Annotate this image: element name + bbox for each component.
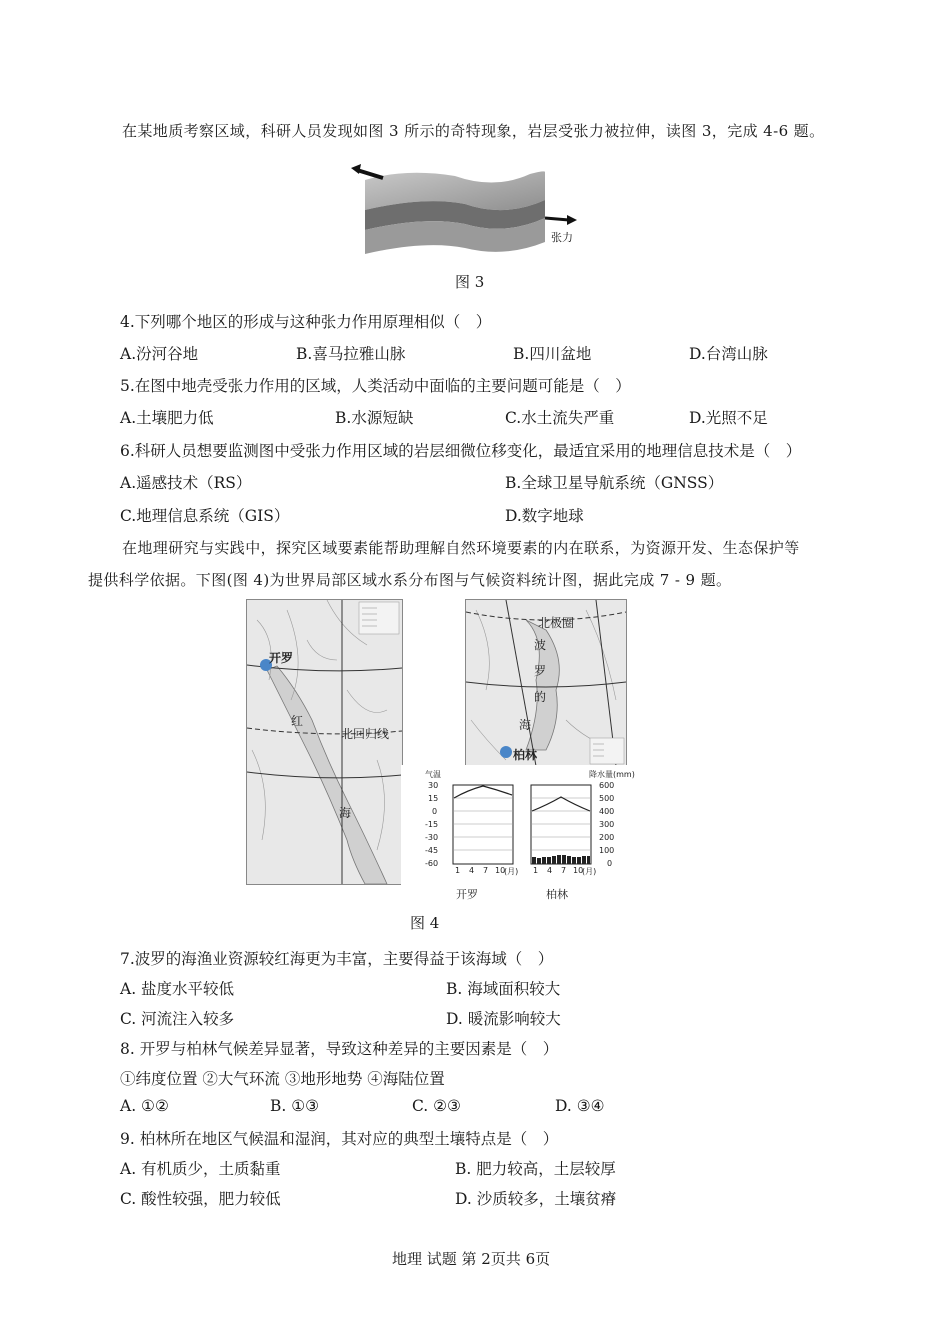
temp-tick: -30 [425, 833, 439, 842]
q9-option-a: A. 有机质少，土质黏重 [120, 1160, 281, 1178]
tension-label: 张力 [551, 231, 573, 244]
precip-tick: 600 [599, 781, 615, 790]
q8-option-d: D. ③④ [555, 1097, 605, 1115]
q8-option-a: A. ①② [120, 1097, 169, 1115]
question-7: 7.波罗的海渔业资源较红海更为丰富，主要得益于该海域（ ） [120, 950, 554, 968]
temp-tick: -45 [425, 846, 439, 855]
red-sea-char-2: 海 [339, 806, 352, 820]
question-8: 8. 开罗与柏林气候差异显著，导致这种差异的主要因素是（ ） [120, 1040, 559, 1058]
q5-option-b: B.水源短缺 [335, 409, 414, 427]
baltic-sea-char-1: 波 [534, 638, 547, 652]
figure-4 [246, 599, 635, 905]
intro-paragraph-2-line-1: 在地理研究与实践中，探究区域要素能帮助理解自然环境要素的内在联系，为资源开发、生态保护等 [122, 539, 800, 557]
arrow-left-icon [357, 170, 383, 178]
q8-option-b: B. ①③ [270, 1097, 320, 1115]
intro-paragraph-1: 在某地质考察区域，科研人员发现如图 3 所示的奇特现象，岩层受张力被拉伸，读图 3，完成 4-6 题。 [122, 122, 825, 140]
berlin-map-label: 柏林 [513, 748, 538, 762]
climate-charts [401, 765, 635, 905]
q7-option-c: C. 河流注入较多 [120, 1010, 235, 1028]
question-6: 6.科研人员想要监测图中受张力作用区域的岩层细微位移变化，最适宜采用的地理信息技术是（ ） [120, 442, 802, 460]
figure-3-block-diagram [345, 160, 605, 260]
month-tick: (月) [582, 867, 597, 876]
q5-option-d: D.光照不足 [689, 409, 768, 427]
precip-tick: 0 [607, 859, 613, 868]
question-5: 5.在图中地壳受张力作用的区域，人类活动中面临的主要问题可能是（ ） [120, 377, 631, 395]
page-footer: 地理 试题 第 2页共 6页 [392, 1250, 551, 1268]
temp-axis-title: 气温 [425, 770, 441, 779]
q7-option-d: D. 暖流影响较大 [446, 1010, 561, 1028]
q7-option-b: B. 海域面积较大 [446, 980, 561, 998]
arctic-circle-label: 北极圈 [538, 616, 575, 630]
month-tick: 10 [495, 866, 506, 875]
q4-option-c: B.四川盆地 [513, 345, 592, 363]
baltic-sea-char-3: 的 [534, 690, 547, 704]
month-tick: 7 [483, 866, 489, 875]
month-tick: 1 [455, 866, 461, 875]
month-tick: 7 [561, 866, 567, 875]
q8-factors: ①纬度位置 ②大气环流 ③地形地势 ④海陆位置 [120, 1070, 445, 1088]
cairo-chart-label: 开罗 [456, 888, 478, 901]
figure-3-caption: 图 3 [455, 273, 485, 291]
temp-tick: -60 [425, 859, 439, 868]
precip-tick: 100 [599, 846, 615, 855]
q8-option-c: C. ②③ [412, 1097, 461, 1115]
month-tick: 4 [547, 866, 553, 875]
berlin-chart-label: 柏林 [546, 888, 568, 901]
right-map-baltic-sea [465, 599, 627, 767]
q9-option-b: B. 肥力较高，土层较厚 [455, 1160, 616, 1178]
berlin-marker-icon [500, 746, 512, 758]
month-tick: 4 [469, 866, 475, 875]
intro-paragraph-2-line-2: 提供科学依据。下图(图 4)为世界局部区域水系分布图与气候资料统计图，据此完成 7 - 9 题。 [88, 571, 732, 589]
tropic-of-cancer-label: 北回归线 [341, 727, 390, 741]
berlin-temp-curve [532, 797, 590, 811]
q5-option-a: A.土壤肥力低 [120, 409, 214, 427]
month-tick: (月) [504, 867, 519, 876]
precip-tick: 400 [599, 807, 615, 816]
question-4: 4.下列哪个地区的形成与这种张力作用原理相似（ ） [120, 313, 492, 331]
q7-option-a: A. 盐度水平较低 [120, 980, 235, 998]
q4-option-a: A.汾河谷地 [120, 345, 199, 363]
figure-4-caption: 图 4 [410, 914, 440, 932]
red-sea-char-1: 红 [291, 714, 304, 728]
arrow-right-icon [545, 218, 569, 220]
month-tick: 10 [573, 866, 584, 875]
precip-tick: 500 [599, 794, 615, 803]
temp-tick: -15 [425, 820, 439, 829]
temp-tick: 0 [432, 807, 438, 816]
question-9: 9. 柏林所在地区气候温和湿润，其对应的典型土壤特点是（ ） [120, 1130, 559, 1148]
precip-axis-title: 降水量(mm) [589, 770, 635, 779]
q5-option-c: C.水土流失严重 [505, 409, 615, 427]
left-map-red-sea [246, 599, 403, 885]
q4-option-d: D.台湾山脉 [689, 345, 768, 363]
q4-option-b: B.喜马拉雅山脉 [296, 345, 406, 363]
q6-option-a: A.遥感技术（RS） [120, 474, 252, 492]
berlin-precip-bars [532, 855, 590, 864]
cairo-map-label: 开罗 [269, 651, 294, 665]
q6-option-b: B.全球卫星导航系统（GNSS） [505, 474, 724, 492]
baltic-sea-char-4: 海 [519, 718, 532, 732]
q9-option-c: C. 酸性较强，肥力较低 [120, 1190, 281, 1208]
cairo-temp-curve [454, 786, 512, 798]
q6-option-c: C.地理信息系统（GIS） [120, 507, 290, 525]
q9-option-d: D. 沙质较多，土壤贫瘠 [455, 1190, 617, 1208]
q6-option-d: D.数字地球 [505, 507, 584, 525]
precip-tick: 200 [599, 833, 615, 842]
temp-tick: 15 [428, 794, 439, 803]
temp-tick: 30 [428, 781, 439, 790]
precip-tick: 300 [599, 820, 615, 829]
baltic-sea-char-2: 罗 [534, 664, 547, 678]
month-tick: 1 [533, 866, 539, 875]
